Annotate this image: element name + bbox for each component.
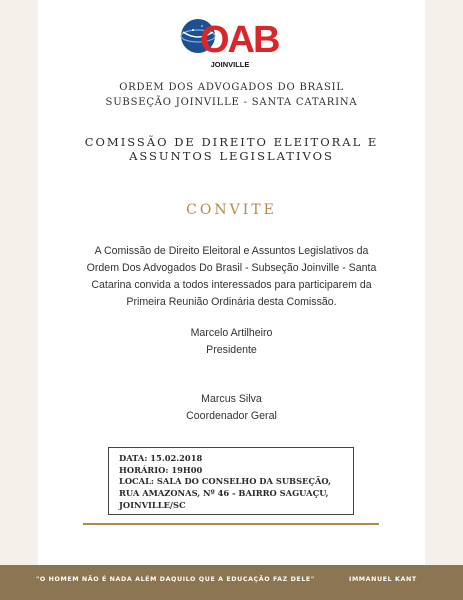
footer-quote: "O HOMEM NÃO É NADA ALÉM DAQUILO QUE A EDUCAÇÃO FAZ DELE" <box>36 576 315 583</box>
org-name-line2: SUBSEÇÃO JOINVILLE - SANTA CATARINA <box>105 97 358 108</box>
signatory-role: Presidente <box>206 344 257 356</box>
oab-logo <box>180 12 280 70</box>
body-line: Ordem Dos Advogados Do Brasil - Subseção Joinville - Santa <box>86 262 377 274</box>
commission-title-line2: ASSUNTOS LEGISLATIVOS <box>129 149 334 163</box>
body-line: Catarina convida a todos interessados para participarem da <box>91 279 372 291</box>
event-time: HORÁRIO: 19H00 <box>119 464 203 475</box>
gold-divider <box>83 523 379 525</box>
commission-title-line1: COMISSÃO DE DIREITO ELEITORAL E <box>84 135 379 149</box>
org-name-line1: ORDEM DOS ADVOGADOS DO BRASIL <box>119 82 344 93</box>
footer-author: IMMANUEL KANT <box>349 576 417 583</box>
signatory-name: Marcus Silva <box>201 393 262 405</box>
signatory-role: Coordenador Geral <box>186 410 277 422</box>
body-line: Primeira Reunião Ordinária desta Comissão. <box>126 296 337 308</box>
event-place: JOINVILLE/SC <box>119 499 186 510</box>
invitation-title: CONVITE <box>186 202 277 218</box>
event-date: DATA: 15.02.2018 <box>119 453 203 463</box>
logo-subtitle: JOINVILLE <box>210 60 250 69</box>
event-place: RUA AMAZONAS, Nº 46 - BAIRRO SAGUAÇU, <box>119 488 329 499</box>
event-place: LOCAL: SALA DO CONSELHO DA SUBSEÇÃO, <box>119 476 332 487</box>
signatory-name: Marcelo Artilheiro <box>190 327 273 339</box>
logo-letters: OAB <box>200 19 279 61</box>
body-line: A Comissão de Direito Eleitoral e Assuntos Legislativos da <box>94 245 369 257</box>
invitation-body <box>65 243 398 311</box>
event-details-box <box>108 447 354 515</box>
